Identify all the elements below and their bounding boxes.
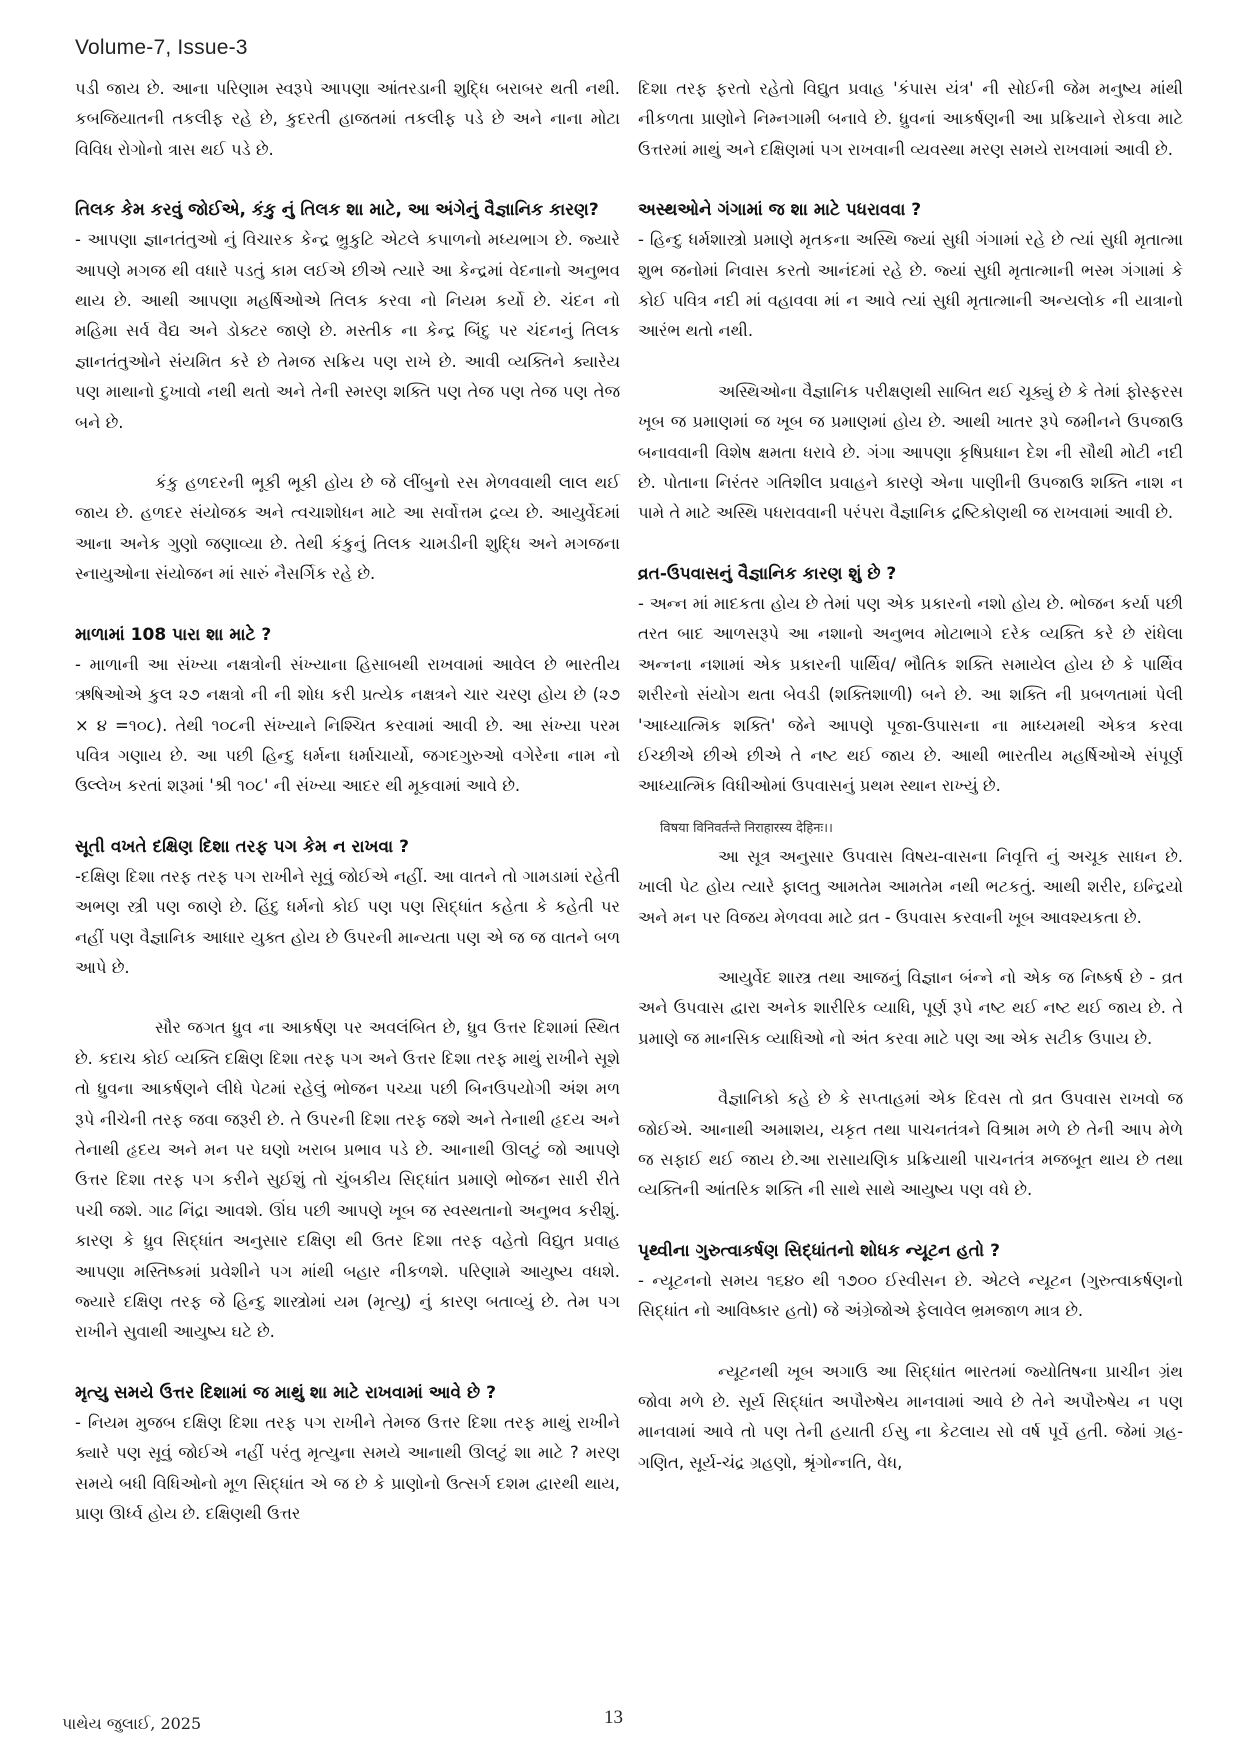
left-column [75, 74, 620, 1529]
ashes-paragraph-2: અસ્થિઓના વૈજ્ઞાનિક પરીક્ષણથી સાબિત થઈ ચૂક્યું છે કે તેમાં ફોસ્ફરસ ખૂબ જ પ્રમાણમાં જ ખૂબ જ પ્રમાણમાં હોય છે. આથી ખાતર રૂપે જમીનને ઉપજાઉ બનાવવાની વિશેષ ક્ષમતા ધરાવે છે. ગંગા આપણા કૃષિપ્રધાન દેશ ની સૌથી મોટી નદી છે. પોતાના નિરંતર ગતિશીલ પ્રવાહને કારણે એના પાણીની ઉપજાઉ શક્તિ નાશ ન પામે તે માટે અસ્થિ પધરાવવાની પરંપરા વૈજ્ઞાનિક દ્રષ્ટિકોણથી જ રાખવામાં આવી છે. [638, 381, 1183, 523]
mala-paragraph-1: - માળાની આ સંખ્યા નક્ષત્રોની સંખ્યાના હિસાબથી રાખવામાં આવેલ છે ભારતીય ઋષિઓએ કુલ ૨૭ નક્ષત્રો ની ની શોધ કરી પ્રત્યેક નક્ષત્રને ચાર ચરણ હોય છે (૨૭ × ૪ =૧૦૮). તેથી ૧૦૮ની સંખ્યાને નિશ્ચિત કરવામાં આવી છે. આ સંખ્યા પરમ પવિત્ર ગણાય છે. આ પછી હિન્દુ ધર્મના ધર્માચાર્યો, જગદગુરુઓ વગેરેના નામ નો ઉલ્લેખ કરતાં શરૂમાં 'શ્રી ૧૦૮' ની સંખ્યા આદર થી મૂકવામાં આવે છે. [75, 654, 620, 796]
spacer [75, 1348, 620, 1378]
spacer [638, 1054, 1183, 1084]
sleep-paragraph-2: સૌર જગત ધ્રુવ ના આકર્ષણ પર અવલંબિત છે, ધ્રુવ ઉત્તર દિશામાં સ્થિત છે. કદાચ કોઈ વ્યક્તિ દક્ષિણ દિશા તરફ પગ અને ઉત્તર દિશા તરફ માથું રાખીને સૂશે તો ધ્રુવના આકર્ષણને લીધે પેટમાં રહેલું ભોજન પચ્યા પછી બિનઉપયોગી અંશ મળ રૂપે નીચેની તરફ જવા જરૂરી છે. તે ઉપરની દિશા તરફ જશે અને તેનાથી હૃદય અને તેનાથી હૃદય અને મન પર ઘણો ખરાબ પ્રભાવ પડે છે. આનાથી ઊલટું જો આપણે ઉત્તર દિશા તરફ પગ કરીને સુઈશું તો ચુંબકીય સિદ્ધાંત પ્રમાણે ભોજન સારી રીતે પચી જશે. ગાઢ નિંદ્રા આવશે. ઊંઘ પછી આપણે ખૂબ જ સ્વસ્થતાનો અનુભવ કરીશું. કારણ કે ધ્રુવ સિદ્ધાંત અનુસાર દક્ષિણ થી ઉતર દિશા તરફ વહેતો વિદ્યુત પ્રવાહ આપણા મસ્તિષ્કમાં પ્રવેશીને પગ માંથી બહાર નીકળશે. પરિણામે આયુષ્ય વધશે. જ્યારે દક્ષિણ તરફ જે હિન્દુ શાસ્ત્રોમાં યમ (મૃત્યુ) નું કારણ બતાવ્યું છે. તેમ પગ રાખીને સુવાથી આયુષ્ય ઘટે છે. [75, 1018, 620, 1342]
sanskrit-verse: विषया विनिवर्तन्ते निराहारस्य देहिनः।। [660, 820, 833, 836]
magazine-footer: પાથેય જુલાઈ, 2025 [62, 1714, 202, 1733]
spacer [75, 590, 620, 620]
spacer [638, 529, 1183, 559]
spacer [75, 802, 620, 832]
tilak-heading: તિલક કેમ કરવું જોઈએ, કંકુ નું તિલક શા માટે, આ અંગેનું વૈજ્ઞાનિક કારણ? [75, 200, 599, 221]
sleep-heading: સૂતી વખતે દક્ષિણ દિશા તરફ પગ કેમ ન રાખવા ? [75, 836, 409, 857]
gravity-heading: પૃથ્વીના ગુરુત્વાકર્ષણ સિદ્ધાંતનો શોધક ન્યૂટન હતો ? [638, 1240, 1000, 1261]
spacer [75, 165, 620, 195]
spacer [75, 438, 620, 468]
death-heading: મૃત્યુ સમયે ઉત્તર દિશામાં જ માથું શા માટે રાખવામાં આવે છે ? [75, 1382, 496, 1403]
spacer [638, 165, 1183, 195]
volume-issue-label: Volume-7, Issue-3 [75, 36, 248, 59]
right-column [638, 74, 1183, 1478]
fasting-paragraph-2: આ સૂત્ર અનુસાર ઉપવાસ વિષય-વાસના નિવૃત્તિ નું અચૂક સાધન છે. ખાલી પેટ હોય ત્યારે ફાલતુ આમતેમ આમતેમ નથી ભટકતું. આથી શરીર, ઇન્દ્રિયો અને મન પર વિજય મેળવવા માટે વ્રત - ઉપવાસ કરવાની ખૂબ આવશ્યકતા છે. [638, 846, 1183, 927]
mala-heading: માળામાં 108 પારા શા માટે ? [75, 624, 272, 645]
spacer [638, 1327, 1183, 1357]
spacer [638, 1206, 1183, 1236]
spacer [638, 802, 1183, 816]
death-paragraph-1: - નિયમ મુજબ દક્ષિણ દિશા તરફ પગ રાખીને તેમજ ઉત્તર દિશા તરફ માથું રાખીને ક્યારે પણ સૂવું જોઈએ નહીં પરંતુ મૃત્યુના સમયે આનાથી ઊલટું શા માટે ? મરણ સમયે બધી વિધિઓનો મૂળ સિદ્ધાંત એ જ છે કે પ્રાણોનો ઉત્સર્ગ દશમ દ્વારથી થાય, પ્રાણ ઊર્ધ્વ હોય છે. દક્ષિણથી ઉત્તર [75, 1412, 620, 1524]
page-number: 13 [604, 1707, 623, 1728]
fasting-paragraph-4: વૈજ્ઞાનિકો કહે છે કે સપ્તાહમાં એક દિવસ તો વ્રત ઉપવાસ રાખવો જ જોઈએ. આનાથી અમાશય, યકૃત તથા પાચનતંત્રને વિશ્રામ મળે છે તેની આપ મેળે જ સફાઈ થઈ જાય છે.આ રાસાયણિક પ્રક્રિયાથી પાચનતંત્ર મજબૂત થાય છે તથા વ્યક્તિની આંતરિક શક્તિ ની સાથે સાથે આયુષ્ય પણ વધે છે. [638, 1089, 1183, 1200]
gravity-paragraph-1: - ન્યૂટનનો સમય ૧૬૪૦ થી ૧૭૦૦ ઈસ્વીસન છે. એટલે ન્યૂટન (ગુરુત્વાકર્ષણનો સિદ્ધાંત નો આવિષ્કાર હતો) જે અંગ્રેજોએ ફેલાવેલ ભ્રમજાળ માત્ર છે. [638, 1270, 1183, 1321]
ashes-heading: અસ્થઓને ગંગામાં જ શા માટે પધરાવવા ? [638, 200, 922, 221]
death-continued-paragraph: દિશા તરફ ફરતો રહેતો વિદ્યુત પ્રવાહ 'કંપાસ યંત્ર' ની સોઈની જેમ મનુષ્ય માંથી નીકળતા પ્રાણોને નિમ્નગામી બનાવે છે. ધ્રુવનાં આકર્ષણની આ પ્રક્રિયાને રોકવા માટે ઉત્તરમાં માથું અને દક્ષિણમાં પગ રાખવાની વ્યવસ્થા મરણ સમયે રાખવામાં આવી છે. [638, 79, 1183, 159]
spacer [638, 347, 1183, 377]
intro-paragraph: પડી જાય છે. આના પરિણામ સ્વરૂપે આપણા આંતરડાની શુદ્ધિ બરાબર થતી નથી. કબજિયાતની તકલીફ રહે છે, કુદરતી હાજતમાં તકલીફ પડે છે અને નાના મોટા વિવિધ રોગોનો ત્રાસ થઈ પડે છે. [75, 79, 620, 159]
ashes-paragraph-1: - હિન્દુ ધર્મશાસ્ત્રો પ્રમાણે મૃતકના અસ્થિ જ્યાં સુધી ગંગામાં રહે છે ત્યાં સુધી મૃતાત્મા શુભ જનોમાં નિવાસ કરતો આનંદમાં રહે છે. જ્યાં સુધી મૃતાત્માની ભસ્મ ગંગામાં કે કોઈ પવિત્ર નદી માં વહાવવા માં ન આવે ત્યાં સુધી મૃતાત્માની અન્યલોક ની યાત્રાનો આરંભ થતો નથી. [638, 230, 1183, 341]
fasting-heading: વ્રત-ઉપવાસનું વૈજ્ઞાનિક કારણ શું છે ? [638, 563, 897, 584]
sleep-paragraph-1: -દક્ષિણ દિશા તરફ તરફ પગ રાખીને સૂવું જોઈએ નહીં. આ વાતને તો ગામડામાં રહેતી અભણ સ્ત્રી પણ જાણે છે. હિંદુ ધર્મનો કોઈ પણ પણ સિદ્ધાંત કહેતા કે કહેતી પર નહીં પણ વૈજ્ઞાનિક આધાર યુક્ત હોય છે ઉપરની માન્યતા પણ એ જ જ વાતને બળ આપે છે. [75, 866, 620, 977]
gravity-paragraph-2: ન્યૂટનથી ખૂબ અગાઉ આ સિદ્ધાંત ભારતમાં જ્યોતિષના પ્રાચીન ગ્રંથ જોવા મળે છે. સૂર્ય સિદ્ધાંત અપૌરુષેય માનવામાં આવે છે તેને અપૌરુષેય ન પણ માનવામાં આવે તો પણ તેની હયાતી ઈસુ ના કેટલાય સો વર્ષ પૂર્વે હતી. જેમાં ગ્રહ-ગણિત, સૂર્ય-ચંદ્ર ગ્રહણો, શ્રૃંગોન્નતિ, વેધ, [638, 1361, 1183, 1472]
fasting-paragraph-3: આયુર્વેદ શાસ્ત્ર તથા આજનું વિજ્ઞાન બંન્ને નો એક જ નિષ્કર્ષ છે - વ્રત અને ઉપવાસ દ્વારા અનેક શારીરિક વ્યાધિ, પૂર્ણ રૂપે નષ્ટ થઈ નષ્ટ થઈ જાય છે. તે પ્રમાણે જ માનસિક વ્યાધિઓ નો અંત કરવા માટે પણ આ એક સટીક ઉપાય છે. [638, 967, 1183, 1048]
spacer [75, 983, 620, 1013]
spacer [638, 933, 1183, 963]
fasting-paragraph-1: - અન્ન માં માદકતા હોય છે તેમાં પણ એક પ્રકારનો નશો હોય છે. ભોજન કર્યા પછી તરત બાદ આળસરૂપે આ નશાનો અનુભવ મોટાભાગે દરેક વ્યક્તિ કરે છે રાંધેલા અન્નના નશામાં એક પ્રકારની પાર્થિવ/ ભૌતિક શક્તિ સમાયેલ હોય છે કે પાર્થિવ શરીરનો સંયોગ થતા બેવડી (શક્તિશાળી) બને છે. આ શક્તિ ની પ્રબળતામાં પેલી 'આધ્યાત્મિક શક્તિ' જેને આપણે પૂજા-ઉપાસના ના માધ્યમથી એકત્ર કરવા ઈચ્છીએ છીએ છીએ તે નષ્ટ થઈ જાય છે. આથી ભારતીય મહર્ષિઓએ સંપૂર્ણ આધ્યાત્મિક વિધીઓમાં ઉપવાસનું પ્રથમ સ્થાન રાખ્યું છે. [638, 593, 1183, 796]
tilak-paragraph-1: - આપણા જ્ઞાનતંતુઓ નું વિચારક કેન્દ્ર ભ્રુકુટિ એટલે કપાળનો મધ્યભાગ છે. જ્યારે આપણે મગજ થી વધારે પડતું કામ લઈએ છીએ ત્યારે આ કેન્દ્રમાં વેદનાનો અનુભવ થાય છે. આથી આપણા મહર્ષિઓએ તિલક કરવા નો નિયમ કર્યો છે. ચંદન નો મહિમા સર્વ વૈદ્ય અને ડોક્ટર જાણે છે. મસ્તીક ના કેન્દ્ર બિંદુ પર ચંદનનું તિલક જ્ઞાનતંતુઓને સંયમિત કરે છે તેમજ સક્રિય પણ રાખે છે. આવી વ્યક્તિને ક્યારેય પણ માથાનો દુખાવો નથી થતો અને તેની સ્મરણ શક્તિ પણ તેજ પણ તેજ પણ તેજ બને છે. [75, 230, 620, 432]
tilak-paragraph-2: કંકુ હળદરની ભૂકી ભૂકી હોય છે જે લીંબુનો રસ મેળવવાથી લાલ થઈ જાય છે. હળદર સંયોજક અને ત્વચાશોધન માટે આ સર્વોત્તમ દ્રવ્ય છે. આયુર્વેદમાં આના અનેક ગુણો જણાવ્યા છે. તેથી કંકુનું તિલક ચામડીની શુદ્ધિ અને મગજના સ્નાયુઓના સંયોજન માં સારું નૈસર્ગિક રહે છે. [75, 473, 620, 584]
